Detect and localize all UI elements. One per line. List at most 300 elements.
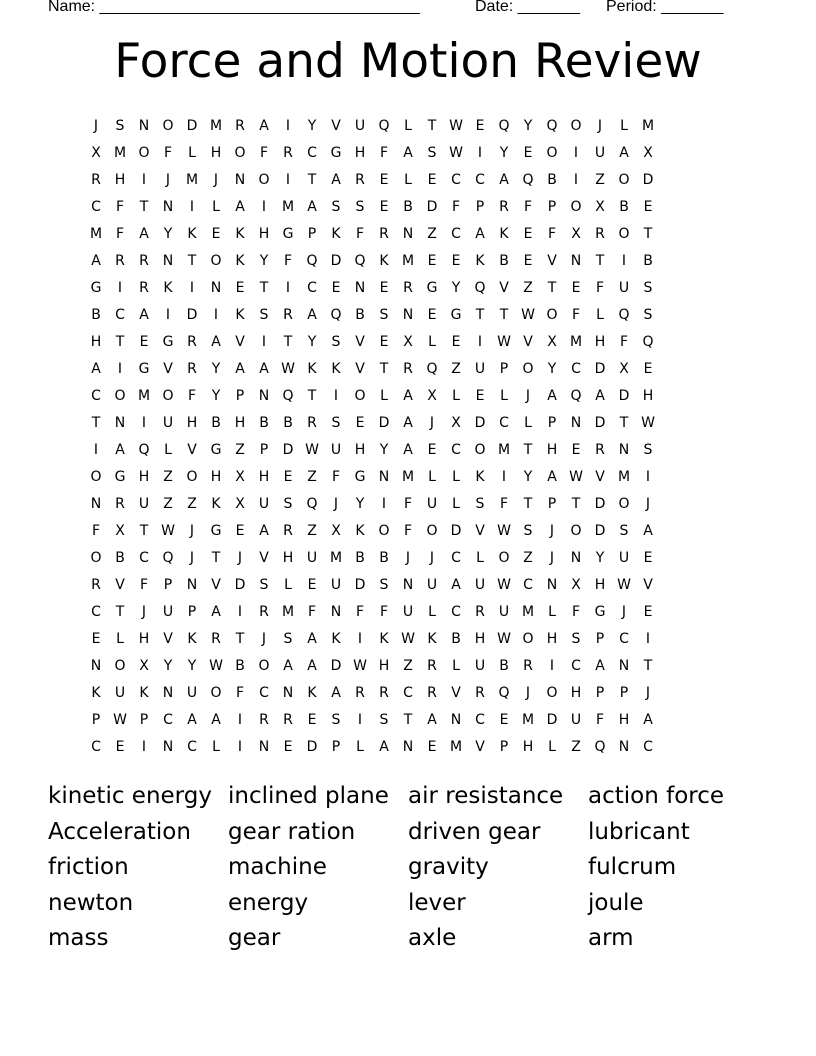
grid-letter: Q xyxy=(138,441,150,458)
grid-letter: W xyxy=(353,657,367,674)
grid-letter: M xyxy=(209,117,223,134)
grid-row xyxy=(84,652,732,679)
grid-letter: U xyxy=(570,711,582,728)
grid-letter: R xyxy=(283,144,293,161)
grid-letter: P xyxy=(163,576,173,593)
grid-letter: E xyxy=(427,252,437,269)
grid-letter: N xyxy=(114,414,126,431)
grid-letter: C xyxy=(499,414,509,431)
grid-letter: Z xyxy=(523,279,533,296)
grid-letter: H xyxy=(210,468,222,485)
grid-letter: J xyxy=(261,630,267,647)
grid-letter: N xyxy=(330,603,342,620)
grid-letter: S xyxy=(379,576,389,593)
grid-letter: H xyxy=(474,630,486,647)
grid-letter: A xyxy=(259,117,269,134)
grid-letter: L xyxy=(404,171,412,188)
grid-letter: H xyxy=(378,657,390,674)
grid-letter: E xyxy=(379,333,389,350)
grid-letter: W xyxy=(617,576,631,593)
grid-letter: I xyxy=(549,657,555,674)
grid-letter: R xyxy=(283,522,293,539)
grid-letter: U xyxy=(594,144,606,161)
grid-letter: H xyxy=(522,738,534,755)
word-bank-item: arm xyxy=(588,925,634,951)
grid-letter: S xyxy=(379,711,389,728)
grid-letter: V xyxy=(547,252,557,269)
name-field: Name: ____________________________________ xyxy=(48,0,420,15)
grid-letter: K xyxy=(187,225,197,242)
grid-letter: J xyxy=(429,414,435,431)
grid-letter: C xyxy=(139,549,149,566)
grid-row xyxy=(84,625,732,652)
grid-letter: A xyxy=(643,711,653,728)
grid-letter: T xyxy=(139,198,149,215)
grid-letter: P xyxy=(499,738,509,755)
grid-letter: T xyxy=(403,711,413,728)
grid-letter: R xyxy=(355,684,365,701)
grid-letter: Z xyxy=(163,495,173,512)
grid-letter: W xyxy=(401,630,415,647)
grid-letter: L xyxy=(452,468,460,485)
grid-letter: L xyxy=(284,576,292,593)
grid-letter: M xyxy=(113,144,127,161)
grid-letter: N xyxy=(402,738,414,755)
grid-letter: U xyxy=(474,360,486,377)
grid-letter: N xyxy=(570,252,582,269)
grid-letter: P xyxy=(499,360,509,377)
grid-letter: Y xyxy=(451,279,461,296)
grid-letter: S xyxy=(571,630,581,647)
grid-letter: D xyxy=(594,360,606,377)
grid-letter: X xyxy=(451,414,461,431)
grid-letter: O xyxy=(138,144,150,161)
grid-letter: F xyxy=(115,225,125,242)
grid-letter: R xyxy=(379,225,389,242)
grid-letter: T xyxy=(595,252,605,269)
grid-letter: Z xyxy=(403,657,413,674)
grid-letter: L xyxy=(452,387,460,404)
grid-letter: E xyxy=(427,171,437,188)
grid-letter: J xyxy=(621,603,627,620)
grid-letter: M xyxy=(497,441,511,458)
grid-letter: B xyxy=(115,549,125,566)
grid-letter: L xyxy=(548,738,556,755)
grid-letter: I xyxy=(189,279,195,296)
grid-letter: U xyxy=(306,549,318,566)
grid-letter: F xyxy=(355,603,365,620)
grid-letter: S xyxy=(643,441,653,458)
grid-letter: K xyxy=(211,495,221,512)
grid-letter: I xyxy=(645,468,651,485)
grid-letter: A xyxy=(91,360,101,377)
grid-letter: P xyxy=(307,225,317,242)
grid-letter: V xyxy=(331,117,341,134)
grid-letter: S xyxy=(115,117,125,134)
grid-letter: R xyxy=(403,279,413,296)
grid-letter: F xyxy=(187,387,197,404)
grid-letter: N xyxy=(186,576,198,593)
grid-letter: A xyxy=(91,252,101,269)
grid-letter: D xyxy=(378,414,390,431)
grid-letter: E xyxy=(307,576,317,593)
grid-row xyxy=(84,382,732,409)
word-bank-item: kinetic energy xyxy=(48,783,212,809)
grid-letter: G xyxy=(210,441,222,458)
grid-row xyxy=(84,571,732,598)
grid-letter: C xyxy=(523,576,533,593)
grid-letter: S xyxy=(283,630,293,647)
grid-letter: Q xyxy=(162,549,174,566)
grid-letter: L xyxy=(452,495,460,512)
grid-letter: M xyxy=(89,225,103,242)
grid-letter: C xyxy=(403,684,413,701)
grid-letter: P xyxy=(139,711,149,728)
grid-letter: F xyxy=(307,603,317,620)
word-bank-item: machine xyxy=(228,854,327,880)
grid-letter: B xyxy=(379,549,389,566)
grid-letter: L xyxy=(428,603,436,620)
word-bank-item: fulcrum xyxy=(588,854,677,880)
grid-letter: J xyxy=(525,387,531,404)
grid-letter: O xyxy=(258,171,270,188)
grid-letter: R xyxy=(235,117,245,134)
grid-letter: I xyxy=(645,630,651,647)
grid-letter: T xyxy=(307,387,317,404)
grid-letter: O xyxy=(474,441,486,458)
grid-letter: H xyxy=(354,441,366,458)
grid-letter: T xyxy=(283,333,293,350)
grid-letter: W xyxy=(497,630,511,647)
grid-letter: V xyxy=(475,522,485,539)
grid-letter: N xyxy=(210,279,222,296)
grid-letter: C xyxy=(307,279,317,296)
grid-letter: A xyxy=(139,306,149,323)
grid-letter: W xyxy=(569,468,583,485)
grid-letter: T xyxy=(259,279,269,296)
grid-letter: E xyxy=(643,603,653,620)
grid-letter: K xyxy=(307,360,317,377)
grid-row xyxy=(84,112,732,139)
grid-letter: O xyxy=(618,225,630,242)
grid-letter: J xyxy=(165,171,171,188)
grid-letter: S xyxy=(259,576,269,593)
grid-letter: D xyxy=(186,117,198,134)
grid-letter: X xyxy=(643,144,653,161)
grid-letter: F xyxy=(403,522,413,539)
grid-letter: M xyxy=(521,603,535,620)
grid-letter: O xyxy=(546,306,558,323)
word-bank-item: newton xyxy=(48,889,134,916)
grid-letter: R xyxy=(499,198,509,215)
grid-letter: E xyxy=(499,711,509,728)
grid-letter: F xyxy=(547,225,557,242)
grid-letter: U xyxy=(138,495,150,512)
grid-letter: C xyxy=(91,603,101,620)
grid-letter: X xyxy=(235,468,245,485)
grid-letter: I xyxy=(141,171,147,188)
grid-letter: Y xyxy=(547,360,557,377)
grid-row xyxy=(84,544,732,571)
grid-letter: V xyxy=(235,333,245,350)
grid-letter: A xyxy=(211,711,221,728)
grid-letter: I xyxy=(117,360,123,377)
grid-letter: U xyxy=(498,603,510,620)
grid-letter: O xyxy=(378,522,390,539)
grid-letter: E xyxy=(451,333,461,350)
grid-letter: O xyxy=(162,117,174,134)
grid-letter: T xyxy=(379,360,389,377)
grid-letter: V xyxy=(643,576,653,593)
grid-letter: W xyxy=(497,522,511,539)
grid-letter: R xyxy=(139,279,149,296)
grid-letter: A xyxy=(547,387,557,404)
grid-letter: I xyxy=(141,414,147,431)
grid-letter: A xyxy=(235,360,245,377)
grid-letter: P xyxy=(547,414,557,431)
grid-letter: K xyxy=(379,630,389,647)
grid-letter: K xyxy=(307,684,317,701)
grid-letter: K xyxy=(355,522,365,539)
grid-letter: A xyxy=(259,522,269,539)
grid-letter: Q xyxy=(426,360,438,377)
grid-letter: T xyxy=(115,333,125,350)
grid-letter: Z xyxy=(163,468,173,485)
grid-row xyxy=(84,463,732,490)
grid-letter: N xyxy=(282,684,294,701)
word-bank-item: inclined plane xyxy=(228,783,389,809)
grid-letter: F xyxy=(499,495,509,512)
grid-letter: V xyxy=(355,360,365,377)
grid-row xyxy=(84,517,732,544)
grid-letter: C xyxy=(451,441,461,458)
grid-letter: V xyxy=(163,630,173,647)
grid-letter: H xyxy=(642,387,654,404)
grid-letter: P xyxy=(547,198,557,215)
grid-letter: F xyxy=(235,684,245,701)
grid-letter: I xyxy=(141,738,147,755)
grid-letter: V xyxy=(115,576,125,593)
period-field: Period: _______ xyxy=(606,0,724,15)
grid-letter: D xyxy=(474,414,486,431)
grid-letter: M xyxy=(401,468,415,485)
grid-letter: M xyxy=(281,198,295,215)
grid-letter: R xyxy=(283,711,293,728)
grid-letter: Y xyxy=(163,225,173,242)
grid-letter: M xyxy=(401,252,415,269)
grid-letter: A xyxy=(427,711,437,728)
grid-letter: T xyxy=(571,495,581,512)
grid-letter: C xyxy=(451,603,461,620)
grid-letter: F xyxy=(523,198,533,215)
grid-letter: W xyxy=(113,711,127,728)
grid-letter: D xyxy=(642,171,654,188)
grid-letter: I xyxy=(477,333,483,350)
grid-letter: O xyxy=(210,252,222,269)
grid-letter: O xyxy=(162,387,174,404)
grid-letter: P xyxy=(235,387,245,404)
grid-letter: R xyxy=(187,360,197,377)
grid-letter: N xyxy=(570,414,582,431)
grid-letter: U xyxy=(426,495,438,512)
grid-letter: Q xyxy=(378,117,390,134)
grid-letter: Q xyxy=(570,387,582,404)
grid-letter: V xyxy=(451,684,461,701)
grid-letter: M xyxy=(137,387,151,404)
grid-letter: I xyxy=(237,738,243,755)
grid-letter: Z xyxy=(235,441,245,458)
grid-letter: P xyxy=(475,198,485,215)
grid-letter: U xyxy=(474,576,486,593)
grid-letter: A xyxy=(331,684,341,701)
grid-letter: C xyxy=(451,225,461,242)
grid-letter: C xyxy=(451,171,461,188)
grid-letter: I xyxy=(189,198,195,215)
grid-letter: I xyxy=(237,711,243,728)
grid-letter: C xyxy=(571,657,581,674)
grid-letter: Q xyxy=(306,495,318,512)
word-bank-item: action force xyxy=(588,783,725,809)
grid-letter: W xyxy=(497,576,511,593)
grid-letter: N xyxy=(90,657,102,674)
grid-letter: M xyxy=(521,711,535,728)
grid-letter: O xyxy=(522,630,534,647)
grid-letter: B xyxy=(283,414,293,431)
grid-letter: O xyxy=(90,468,102,485)
grid-letter: G xyxy=(114,468,126,485)
grid-letter: S xyxy=(523,522,533,539)
grid-letter: W xyxy=(521,306,535,323)
grid-letter: Y xyxy=(211,387,221,404)
grid-letter: Z xyxy=(571,738,581,755)
grid-letter: A xyxy=(187,711,197,728)
grid-letter: D xyxy=(594,414,606,431)
grid-letter: C xyxy=(91,738,101,755)
grid-letter: A xyxy=(139,225,149,242)
grid-letter: A xyxy=(595,657,605,674)
grid-letter: J xyxy=(549,522,555,539)
grid-letter: V xyxy=(211,576,221,593)
grid-row xyxy=(84,598,732,625)
grid-row xyxy=(84,274,732,301)
grid-letter: G xyxy=(162,333,174,350)
grid-letter: Y xyxy=(163,657,173,674)
grid-letter: S xyxy=(475,495,485,512)
grid-letter: V xyxy=(187,441,197,458)
grid-letter: M xyxy=(329,549,343,566)
grid-letter: O xyxy=(546,144,558,161)
grid-letter: E xyxy=(235,522,245,539)
grid-letter: Y xyxy=(187,657,197,674)
grid-letter: L xyxy=(428,333,436,350)
grid-letter: X xyxy=(235,495,245,512)
grid-letter: N xyxy=(618,738,630,755)
grid-letter: A xyxy=(259,360,269,377)
grid-letter: Y xyxy=(523,468,533,485)
grid-letter: C xyxy=(619,630,629,647)
grid-letter: E xyxy=(211,225,221,242)
grid-letter: Y xyxy=(595,549,605,566)
grid-letter: R xyxy=(475,603,485,620)
grid-letter: I xyxy=(237,603,243,620)
grid-letter: L xyxy=(188,144,196,161)
grid-letter: B xyxy=(211,414,221,431)
grid-letter: Z xyxy=(523,549,533,566)
grid-letter: J xyxy=(189,549,195,566)
grid-letter: P xyxy=(547,495,557,512)
grid-letter: Q xyxy=(618,306,630,323)
grid-letter: K xyxy=(499,225,509,242)
grid-letter: D xyxy=(330,657,342,674)
grid-letter: K xyxy=(331,225,341,242)
grid-letter: H xyxy=(570,684,582,701)
grid-letter: A xyxy=(307,306,317,323)
grid-letter: V xyxy=(595,468,605,485)
grid-letter: I xyxy=(357,630,363,647)
grid-letter: A xyxy=(403,414,413,431)
grid-letter: B xyxy=(643,252,653,269)
grid-letter: Q xyxy=(282,387,294,404)
grid-row xyxy=(84,139,732,166)
grid-letter: H xyxy=(282,549,294,566)
grid-letter: D xyxy=(618,387,630,404)
grid-letter: S xyxy=(331,198,341,215)
grid-letter: E xyxy=(331,279,341,296)
grid-letter: T xyxy=(523,441,533,458)
grid-letter: L xyxy=(116,630,124,647)
grid-letter: J xyxy=(333,495,339,512)
grid-letter: L xyxy=(476,549,484,566)
word-bank-item: gravity xyxy=(408,854,489,880)
grid-letter: F xyxy=(91,522,101,539)
grid-letter: P xyxy=(619,684,629,701)
word-bank-item: driven gear xyxy=(408,818,541,845)
grid-letter: D xyxy=(354,576,366,593)
grid-letter: E xyxy=(427,738,437,755)
grid-letter: R xyxy=(115,252,125,269)
grid-letter: J xyxy=(93,117,99,134)
grid-letter: O xyxy=(618,495,630,512)
grid-letter: C xyxy=(307,144,317,161)
grid-letter: L xyxy=(524,414,532,431)
grid-letter: H xyxy=(618,711,630,728)
grid-letter: N xyxy=(162,738,174,755)
grid-row xyxy=(84,490,732,517)
grid-letter: I xyxy=(165,306,171,323)
grid-letter: C xyxy=(451,549,461,566)
grid-letter: U xyxy=(474,657,486,674)
grid-letter: W xyxy=(305,441,319,458)
grid-letter: W xyxy=(641,414,655,431)
grid-letter: I xyxy=(285,171,291,188)
grid-letter: X xyxy=(139,657,149,674)
grid-letter: D xyxy=(330,252,342,269)
grid-letter: J xyxy=(645,684,651,701)
grid-row xyxy=(84,436,732,463)
grid-row xyxy=(84,166,732,193)
grid-letter: S xyxy=(355,198,365,215)
grid-letter: E xyxy=(475,387,485,404)
grid-letter: L xyxy=(212,198,220,215)
grid-letter: H xyxy=(114,171,126,188)
grid-letter: Q xyxy=(642,333,654,350)
grid-letter: U xyxy=(258,495,270,512)
grid-row xyxy=(84,409,732,436)
word-bank-item: lubricant xyxy=(588,818,690,845)
grid-letter: Z xyxy=(307,468,317,485)
grid-letter: G xyxy=(450,306,462,323)
grid-letter: X xyxy=(427,387,437,404)
